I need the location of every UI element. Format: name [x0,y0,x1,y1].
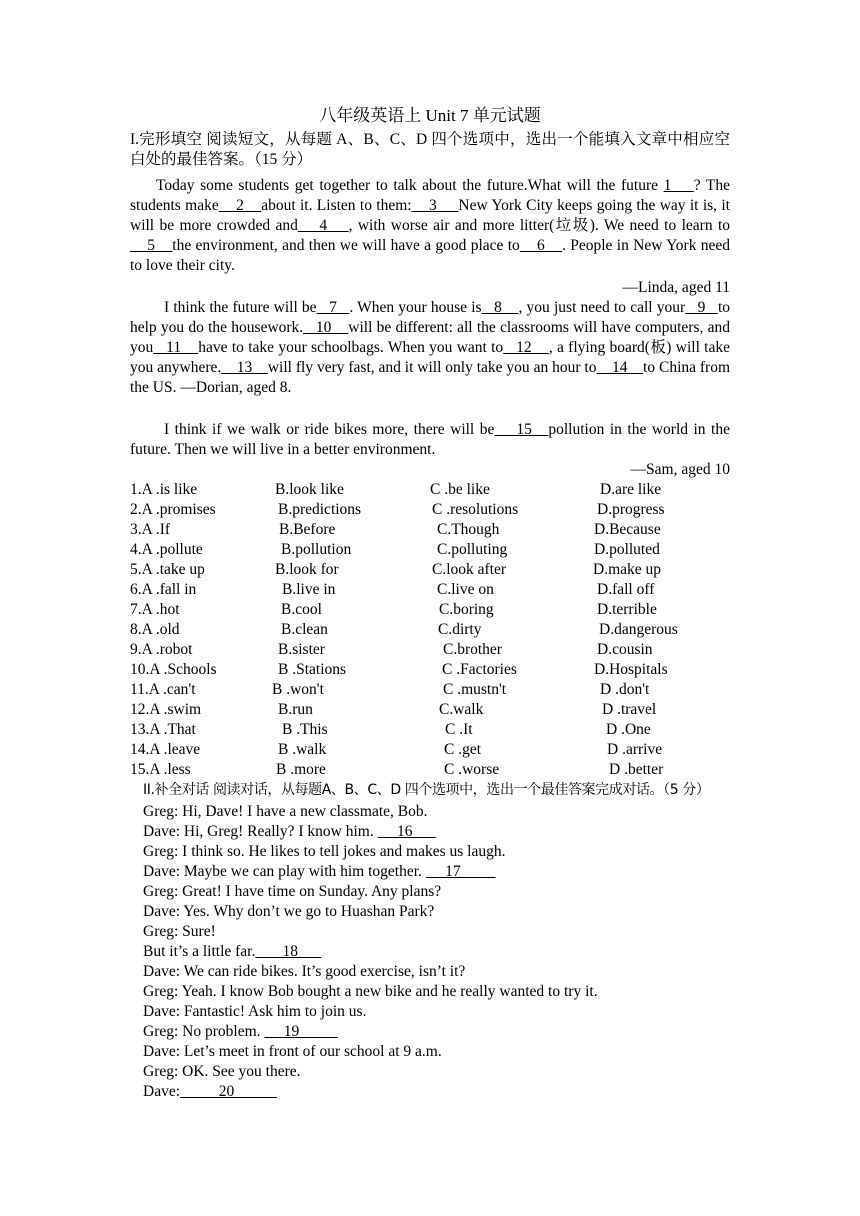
option-c: C .get [444,741,482,758]
option-b: B .more [276,761,326,778]
option-c: C .It [445,721,473,738]
blank-17: 17 [425,863,496,880]
dialogue-line: Dave: Let’s meet in front of our school at 9 a.m. [143,1043,442,1060]
option-b: B.clean [281,621,328,638]
blank-4: 4 [297,217,349,234]
option-c: C.live on [437,581,494,598]
option-d: D.polluted [594,541,660,558]
option-b: B.Before [279,521,336,538]
option-d: D.make up [593,561,662,578]
option-d: D.are like [600,481,662,498]
blank-19: 19 [264,1023,339,1040]
dialogue-line: Dave: 20 [143,1083,277,1100]
option-a: 2.A .promises [130,501,216,518]
option-d: D .travel [602,701,657,718]
blank-13: 13 [221,359,268,376]
option-d: D.Because [594,521,661,538]
option-c: C.look after [432,561,507,578]
option-b: B.look like [275,481,344,498]
signature-sam: —Sam, aged 10 [630,461,730,478]
option-d: D .don't [600,681,650,698]
option-c: C .be like [430,481,490,498]
option-b: B.look for [275,561,339,578]
blank-8: 8 [481,299,519,316]
option-a: 14.A .leave [130,741,201,758]
blank-1: 1 [663,177,694,194]
dialogue-line: Dave: Maybe we can play with him together. 17 [143,863,496,880]
dialogue-line: Greg: Sure! [143,923,216,940]
option-a: 7.A .hot [130,601,180,618]
page-title: 八年级英语上 Unit 7 单元试题 [319,106,541,125]
option-c: C.dirty [438,621,482,638]
dialogue-line: Greg: I think so. He likes to tell jokes and makes us laugh. [143,843,506,860]
option-d: D .One [606,721,651,738]
option-c: C .worse [444,761,500,778]
option-d: D .better [609,761,664,778]
passage-paragraph-3: I think if we walk or ride bikes more, there will be 15 pollution in the world in the future. Then we will live in a better environment. [130,421,730,458]
blank-15: 15 [494,421,549,438]
option-a: 15.A .less [130,761,191,778]
blank-16: 16 [377,823,436,840]
blank-5: 5 [130,237,173,254]
option-a: 3.A .If [130,521,171,538]
option-a: 12.A .swim [130,701,202,718]
option-b: B .walk [278,741,327,758]
blank-3: 3 [411,197,459,214]
dialogue-line: Greg: Great! I have time on Sunday. Any plans? [143,883,442,900]
option-a: 8.A .old [130,621,180,638]
option-b: B.run [278,701,313,718]
blank-20: 20 [180,1083,277,1100]
signature-linda: —Linda, aged 11 [622,279,730,296]
passage-paragraph-2: I think the future will be 7 . When your house is 8 , you just need to call your 9 to help you do the housework. 10 will be different: all the classrooms will have computers, and you 11 have to take your schoolbags. When you want to 12 , a flying board(板) will take you anywhere. 13 will fly very fast, and it will only take you an hour to 14 to China from the US. —Dorian, aged 8. [130,299,731,396]
option-b: B .This [282,721,328,738]
blank-12: 12 [503,339,549,356]
option-a: 11.A .can't [130,681,196,698]
option-a: 13.A .That [130,721,196,738]
blank-7: 7 [316,299,350,316]
blank-6: 6 [519,237,563,254]
option-d: D.terrible [597,601,657,618]
dialogue-line: Dave: Yes. Why don’t we go to Huashan Park? [143,903,435,920]
option-b: B .won't [272,681,324,698]
option-a: 6.A .fall in [130,581,197,598]
option-d: D.Hospitals [594,661,668,678]
dialogue-line: Greg: Hi, Dave! I have a new classmate, Bob. [143,803,428,820]
blank-14: 14 [596,359,644,376]
option-c: C.polluting [437,541,508,558]
dialogue-line: Greg: Yeah. I know Bob bought a new bike and he really wanted to try it. [143,983,598,1000]
passage-paragraph-1: Today some students get together to talk about the future.What will the future 1 ? The students make 2 about it. Listen to them: 3 New York City keeps going the way it is, it will be more crowded and 4 , with worse air and more litter(垃圾). We need to learn to 5 the environment, and then we will have a good place to 6 . People in New York need to love their city. [130,177,731,274]
option-b: B.cool [281,601,322,618]
option-c: C.walk [439,701,484,718]
option-d: D.fall off [597,581,655,598]
option-c: C.brother [443,641,502,658]
option-c: C .Factories [442,661,517,678]
option-c: C.boring [439,601,494,618]
blank-9: 9 [685,299,718,316]
dialogue-line: Greg: No problem. 19 [143,1023,339,1040]
dialogue-line: Dave: Hi, Greg! Really? I know him. 16 [143,823,436,840]
section1-heading: I.完形填空 阅读短文，从每题 A、B、C、D 四个选项中，选出一个能填入文章中相应空白处的最佳答案。（15 分） [130,131,730,168]
option-a: 9.A .robot [130,641,193,658]
option-c: C .mustn't [443,681,507,698]
option-b: B.live in [282,581,336,598]
dialogue-line: Dave: Fantastic! Ask him to join us. [143,1003,367,1020]
option-b: B .Stations [278,661,347,678]
option-b: B.pollution [281,541,352,558]
option-d: D.progress [597,501,665,518]
dialogue-line: Dave: We can ride bikes. It’s good exercise, isn’t it? [143,963,466,980]
section2-heading: II.补全对话 阅读对话，从每题A、B、C、D 四个选项中，选出一个最佳答案完成对话。（5 分） [143,782,710,798]
option-a: 1.A .is like [130,481,198,498]
option-d: D .arrive [607,741,663,758]
option-a: 4.A .pollute [130,541,203,558]
blank-18: 18 [255,943,322,960]
option-b: B.sister [278,641,325,658]
option-a: 5.A .take up [130,561,205,578]
option-c: C.Though [437,521,500,538]
option-b: B.predictions [278,501,362,518]
option-c: C .resolutions [432,501,519,518]
option-d: D.dangerous [599,621,678,638]
option-d: D.cousin [597,641,653,658]
dialogue-line: But it’s a little far. 18 [143,943,322,960]
dialogue-line: Greg: OK. See you there. [143,1063,301,1080]
blank-10: 10 [303,319,349,336]
option-a: 10.A .Schools [130,661,217,678]
blank-2: 2 [218,197,262,214]
blank-11: 11 [153,339,199,356]
